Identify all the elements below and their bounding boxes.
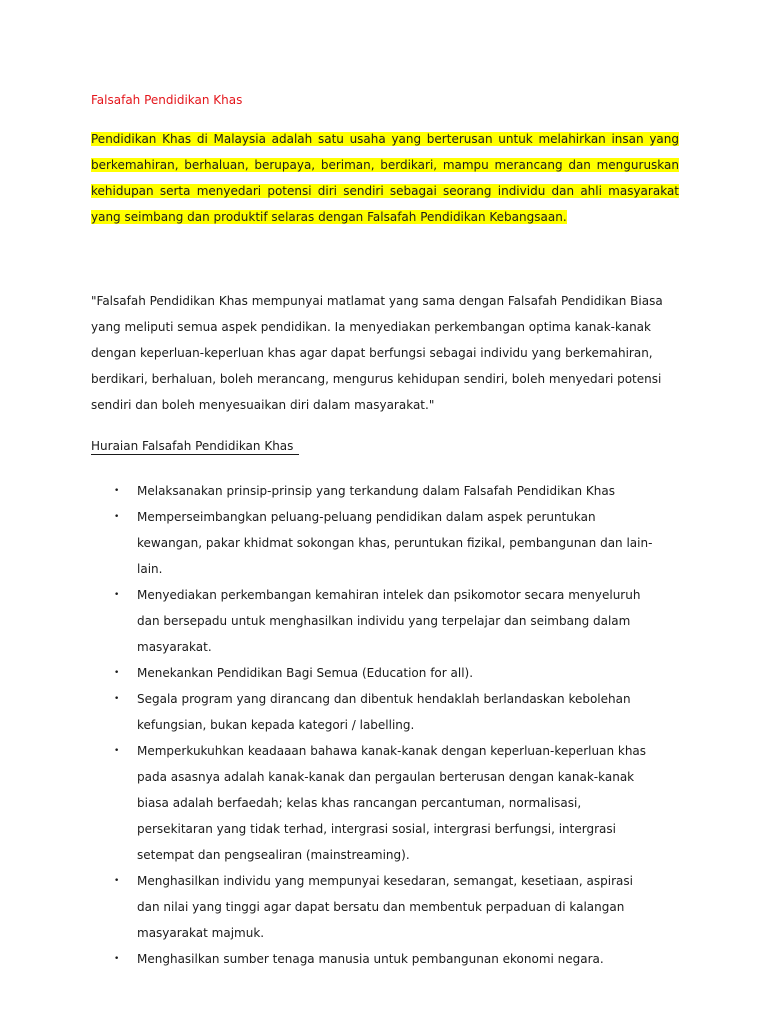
bullet-icon: • <box>114 590 120 600</box>
bullet-icon: • <box>114 694 120 704</box>
list-item-text: Memperkukuhkan keadaaan bahawa kanak-kanak dengan keperluan-keperluan khas pada asasnya adalah kanak-kanak dan pergaulan berterusan dengan kanak-kanak biasa adalah berfaedah; kelas khas rancangan percantuman, normalisasi, persekitaran yang tidak terhad, intergrasi sosial, intergrasi berfungsi, intergrasi setempat dan pengsealiran (mainstreaming). <box>137 744 647 862</box>
bullet-icon: • <box>114 486 120 496</box>
document-title: Falsafah Pendidikan Khas <box>91 93 243 107</box>
list-item-text: Melaksanakan prinsip-prinsip yang terkandung dalam Falsafah Pendidikan Khas <box>137 484 615 498</box>
list-item <box>0 868 657 946</box>
list-item <box>0 660 657 686</box>
list-item-text: Menghasilkan individu yang mempunyai kesedaran, semangat, kesetiaan, aspirasi dan nilai yang tinggi agar dapat bersatu dan membentuk perpaduan di kalangan masyarakat majmuk. <box>137 874 633 940</box>
bullet-icon: • <box>114 668 120 678</box>
list-item <box>0 504 657 582</box>
list-item-text: Menghasilkan sumber tenaga manusia untuk pembangunan ekonomi negara. <box>137 952 604 966</box>
quote-paragraph: "Falsafah Pendidikan Khas mempunyai matlamat yang sama dengan Falsafah Pendidikan Biasa yang meliputi semua aspek pendidikan. Ia menyediakan perkembangan optima kanak-kanak dengan keperluan-keperluan khas agar dapat berfungsi sebagai individu yang berkemahiran, berdikari, berhaluan, boleh merancang, mengurus kehidupan sendiri, boleh menyedari potensi sendiri dan boleh menyesuaikan diri dalam masyarakat." <box>91 294 663 412</box>
list-item-text: Menekankan Pendidikan Bagi Semua (Education for all). <box>137 666 474 680</box>
bullet-icon: • <box>114 876 120 886</box>
list-item <box>0 478 657 504</box>
list-item-text: Menyediakan perkembangan kemahiran intelek dan psikomotor secara menyeluruh dan bersepadu untuk menghasilkan individu yang terpelajar dan seimbang dalam masyarakat. <box>137 588 641 654</box>
bullet-icon: • <box>114 512 120 522</box>
list-item-text: Memperseimbangkan peluang-peluang pendidikan dalam aspek peruntukan kewangan, pakar khidmat sokongan khas, peruntukan fizikal, pembangunan dan lain-lain. <box>137 510 653 576</box>
list-item <box>0 686 657 738</box>
bullet-icon: • <box>114 954 120 964</box>
list-item <box>0 582 657 660</box>
intro-paragraph <box>91 126 679 230</box>
list-item <box>0 946 657 972</box>
bullet-icon: • <box>114 746 120 756</box>
intro-highlight: Pendidikan Khas di Malaysia adalah satu usaha yang berterusan untuk melahirkan insan yang berkemahiran, berhaluan, berupaya, beriman, berdikari, mampu merancang dan menguruskan kehidupan serta menyedari potensi diri sendiri sebagai seorang individu dan ahli masyarakat yang seimbang dan produktif selaras dengan Falsafah Pendidikan Kebangsaan. <box>91 132 679 224</box>
bullet-list <box>0 478 657 972</box>
list-item-text: Segala program yang dirancang dan dibentuk hendaklah berlandaskan kebolehan kefungsian, bukan kepada kategori / labelling. <box>137 692 631 732</box>
section-subheading: Huraian Falsafah Pendidikan Khas <box>91 438 299 455</box>
list-item <box>0 738 657 868</box>
